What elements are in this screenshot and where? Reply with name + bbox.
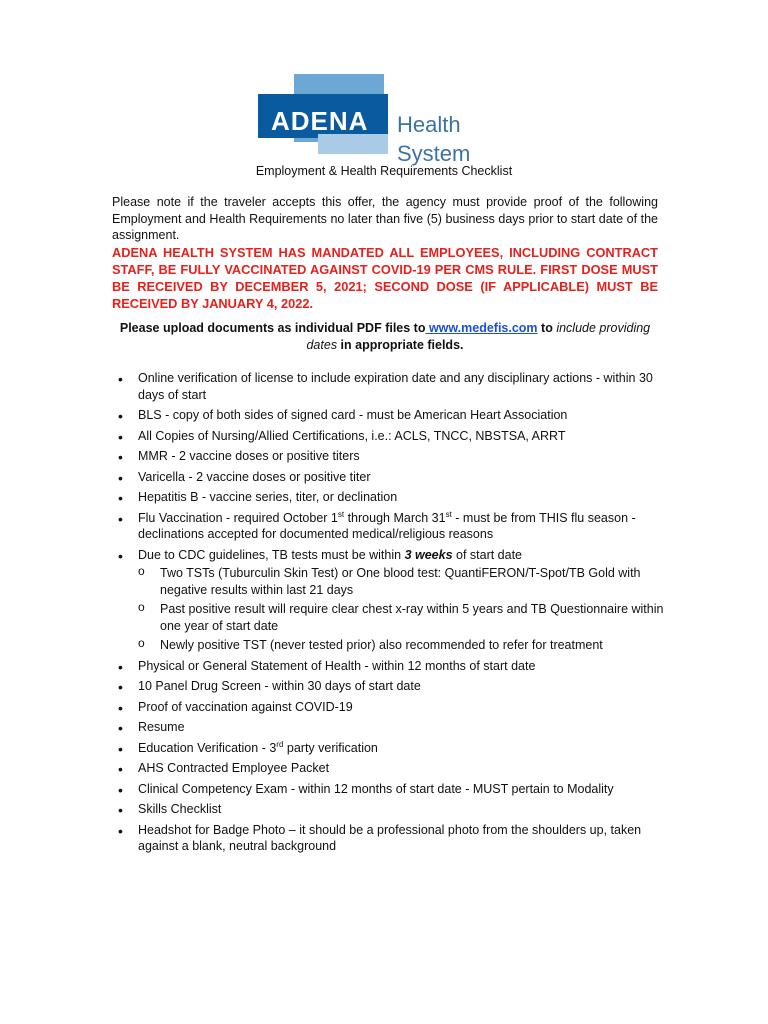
- upload-suffix: in appropriate fields.: [337, 337, 464, 352]
- education-sup: rd: [276, 739, 284, 749]
- list-item-hepatitis-b: • Hepatitis B - vaccine series, titer, or declination: [112, 489, 672, 506]
- tb-text-a: Due to CDC guidelines, TB tests must be within: [138, 547, 405, 562]
- tb-italic: 3 weeks: [404, 547, 453, 562]
- upload-mid: to: [537, 321, 557, 335]
- list-item-mmr: • MMR - 2 vaccine doses or positive titers: [112, 448, 672, 465]
- tb-sub-item: o Two TSTs (Tuburculin Skin Test) or One blood test: QuantiFERON/T-Spot/TB Gold with negative results within last 21 days: [138, 565, 672, 598]
- education-text-a: Education Verification - 3: [138, 740, 277, 755]
- list-item-employee-packet: • AHS Contracted Employee Packet: [112, 760, 672, 777]
- offer-note: Please note if the traveler accepts this offer, the agency must provide proof of the following Employment and Health Requirements no later than five (5) business days prior to start date of the assignment.: [112, 195, 658, 242]
- list-item-resume: • Resume: [112, 719, 672, 736]
- flu-sup-b: st: [445, 509, 452, 519]
- list-item-bls: • BLS - copy of both sides of signed card - must be American Heart Association: [112, 407, 672, 424]
- list-item-competency-exam: • Clinical Competency Exam - within 12 months of start date - MUST pertain to Modality: [112, 781, 672, 798]
- flu-text-a: Flu Vaccination - required October 1: [138, 510, 338, 525]
- flu-sup-a: st: [337, 509, 345, 519]
- education-text-b: party verification: [283, 740, 378, 755]
- list-item-headshot: • Headshot for Badge Photo – it should be a professional photo from the shoulders up, taken against a blank, neutral background: [112, 822, 672, 855]
- list-item-covid-proof: • Proof of vaccination against COVID-19: [112, 699, 672, 716]
- adena-logo: [258, 74, 520, 167]
- list-item-drug-screen: • 10 Panel Drug Screen - within 30 days of start date: [112, 678, 672, 695]
- tb-sublist: [138, 565, 672, 654]
- logo-subtitle-text: Health System: [397, 112, 471, 167]
- upload-prefix: Please upload documents as individual PDF files to: [119, 321, 426, 335]
- logo-brand-text: ADENA: [271, 106, 369, 136]
- upload-italic: include providing dates: [306, 321, 651, 352]
- tb-sub-item: o Newly positive TST (never tested prior) also recommended to refer for treatment: [138, 637, 672, 654]
- tb-sub-item: o Past positive result will require clear chest x-ray within 5 years and TB Questionnaire within one year of start date: [138, 601, 672, 634]
- medefis-link[interactable]: www.medefis.com: [425, 321, 538, 335]
- list-item-flu: [112, 510, 672, 543]
- upload-instructions: [112, 320, 658, 353]
- document-title: Employment & Health Requirements Checklist: [255, 164, 513, 178]
- list-item-tb: [112, 547, 672, 654]
- list-item-varicella: • Varicella - 2 vaccine doses or positive titer: [112, 469, 672, 486]
- list-item-physical: • Physical or General Statement of Health - within 12 months of start date: [112, 658, 672, 675]
- list-item-skills-checklist: • Skills Checklist: [112, 801, 672, 818]
- list-item-certifications: • All Copies of Nursing/Allied Certifications, i.e.: ACLS, TNCC, NBSTSA, ARRT: [112, 428, 672, 445]
- tb-text-b: of start date: [452, 547, 523, 562]
- list-item-education: [112, 740, 672, 757]
- flu-text-c: - must be from THIS flu season - declinations accepted for documented medical/religious reasons: [138, 510, 636, 541]
- requirements-list: [112, 370, 672, 859]
- covid-mandate-notice: ADENA HEALTH SYSTEM HAS MANDATED ALL EMPLOYEES, INCLUDING CONTRACT STAFF, BE FULLY VACCINATED AGAINST COVID-19 PER CMS RULE. FIRST DOSE MUST BE RECEIVED BY DECEMBER 5, 2021; SECOND DOSE (IF APPLICABLE) MUST BE RECEIVED BY JANUARY 4, 2022.: [112, 245, 658, 311]
- list-item-license: • Online verification of license to include expiration date and any disciplinary actions - within 30 days of start: [112, 370, 672, 403]
- flu-text-b: through March 31: [344, 510, 446, 525]
